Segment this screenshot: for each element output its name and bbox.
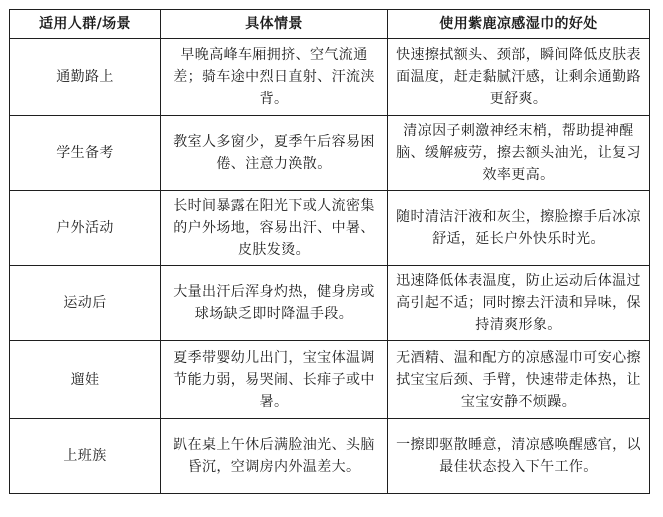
benefit-cell: 迅速降低体表温度，防止运动后体温过高引起不适；同时擦去汗渍和异味，保持清爽形象。 <box>388 266 650 341</box>
table-row <box>10 341 650 419</box>
detail-cell: 大量出汗后浑身灼热，健身房或球场缺乏即时降温手段。 <box>161 266 388 341</box>
benefit-cell: 快速擦拭额头、颈部，瞬间降低皮肤表面温度，赶走黏腻汗感，让剩余通勤路更舒爽。 <box>388 39 650 116</box>
table-row <box>10 266 650 341</box>
scene-cell: 运动后 <box>10 266 161 341</box>
table-row <box>10 39 650 116</box>
table-row <box>10 419 650 494</box>
benefit-cell: 清凉因子刺激神经末梢，帮助提神醒脑、缓解疲劳，擦去额头油光，让复习效率更高。 <box>388 116 650 191</box>
header-scene: 适用人群/场景 <box>10 10 161 39</box>
scene-cell: 遛娃 <box>10 341 161 419</box>
detail-cell: 早晚高峰车厢拥挤、空气流通差；骑车途中烈日直射、汗流浃背。 <box>161 39 388 116</box>
table-row <box>10 191 650 266</box>
header-detail: 具体情景 <box>161 10 388 39</box>
table-header-row <box>10 10 650 39</box>
benefit-cell: 一擦即驱散睡意，清凉感唤醒感官，以最佳状态投入下午工作。 <box>388 419 650 494</box>
scenario-table <box>9 9 650 494</box>
header-benefit: 使用紫鹿凉感湿巾的好处 <box>388 10 650 39</box>
scene-cell: 户外活动 <box>10 191 161 266</box>
scene-cell: 上班族 <box>10 419 161 494</box>
benefit-cell: 无酒精、温和配方的凉感湿巾可安心擦拭宝宝后颈、手臂，快速带走体热，让宝宝安静不烦躁。 <box>388 341 650 419</box>
detail-cell: 教室人多窗少，夏季午后容易困倦、注意力涣散。 <box>161 116 388 191</box>
table-row <box>10 116 650 191</box>
scene-cell: 通勤路上 <box>10 39 161 116</box>
document-page <box>9 9 650 494</box>
detail-cell: 长时间暴露在阳光下或人流密集的户外场地，容易出汗、中暑、皮肤发烫。 <box>161 191 388 266</box>
detail-cell: 趴在桌上午休后满脸油光、头脑昏沉，空调房内外温差大。 <box>161 419 388 494</box>
benefit-cell: 随时清洁汗液和灰尘，擦脸擦手后冰凉舒适，延长户外快乐时光。 <box>388 191 650 266</box>
detail-cell: 夏季带婴幼儿出门，宝宝体温调节能力弱，易哭闹、长痱子或中暑。 <box>161 341 388 419</box>
scene-cell: 学生备考 <box>10 116 161 191</box>
